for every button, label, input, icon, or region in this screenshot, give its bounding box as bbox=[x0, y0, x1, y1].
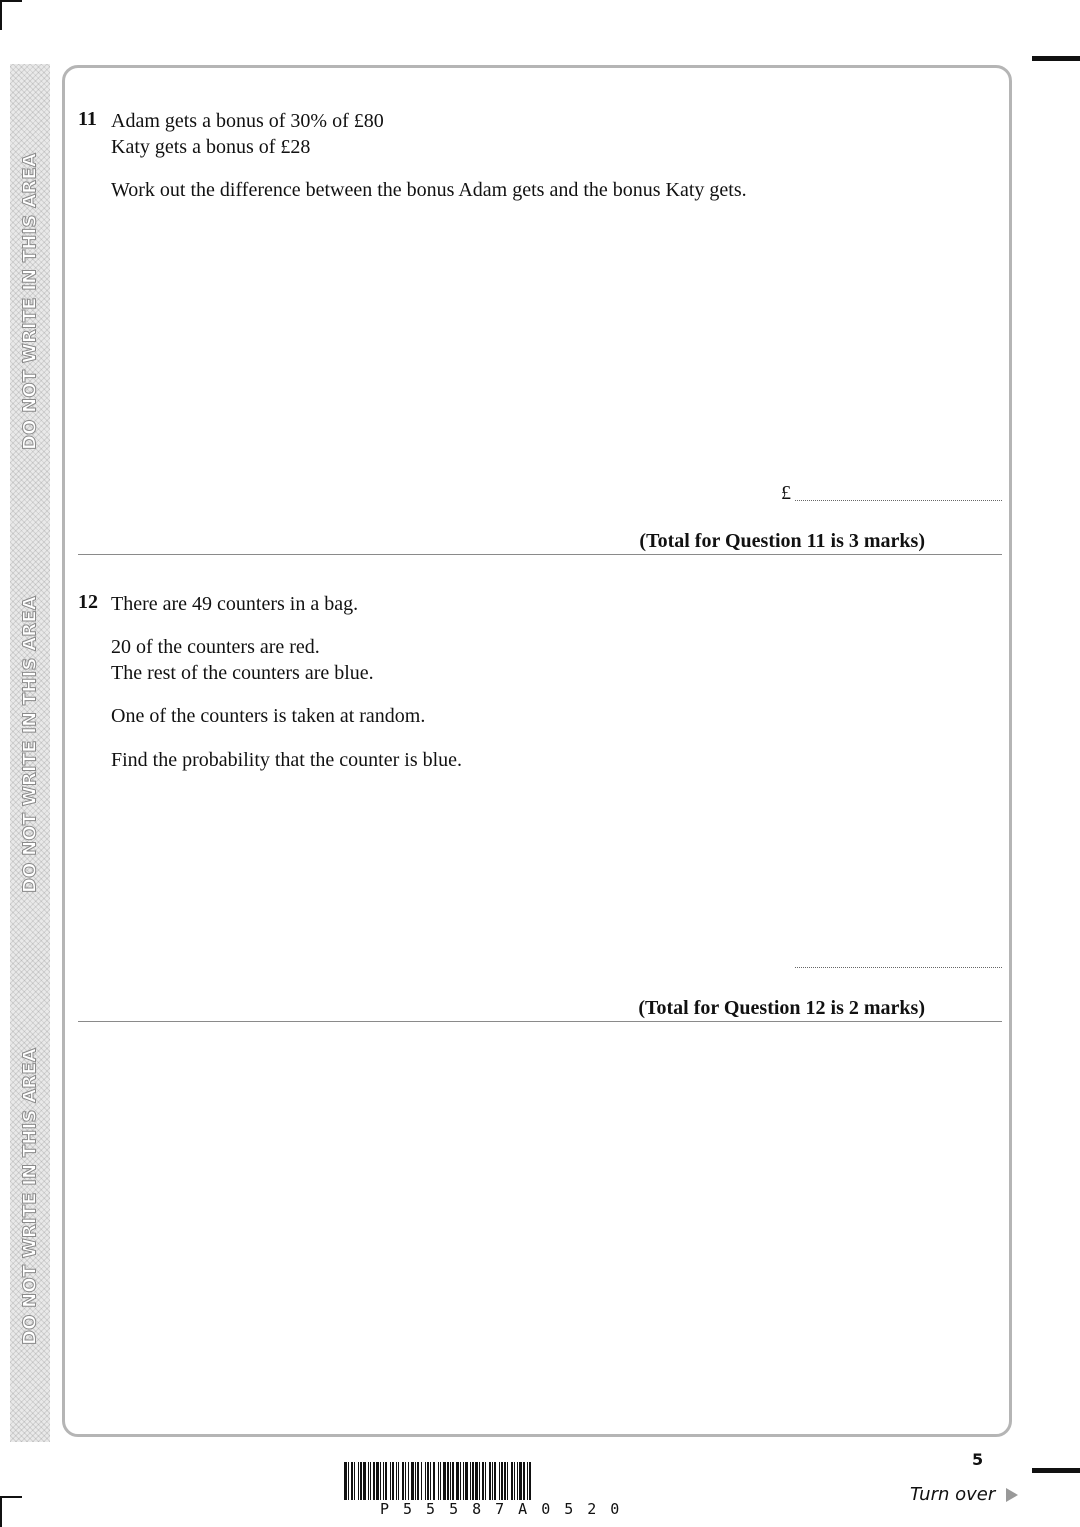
barcode-bar bbox=[504, 1462, 506, 1500]
barcode-bar bbox=[373, 1462, 375, 1500]
barcode-bar bbox=[390, 1462, 391, 1500]
barcode-text: P55587A0520 bbox=[380, 1500, 634, 1518]
question-text: The rest of the counters are blue. bbox=[111, 662, 374, 684]
margin-warning-label: DO NOT WRITE IN THIS AREA bbox=[19, 596, 41, 893]
barcode-bar bbox=[475, 1462, 478, 1500]
barcode-bar bbox=[456, 1462, 459, 1500]
barcode-bar bbox=[499, 1462, 500, 1500]
barcode-bar bbox=[363, 1462, 366, 1500]
margin-warning-label: DO NOT WRITE IN THIS AREA bbox=[19, 153, 41, 450]
barcode-bar bbox=[452, 1462, 454, 1500]
question-instruction: Work out the difference between the bonus Adam gets and the bonus Katy gets. bbox=[111, 179, 747, 201]
answer-line[interactable] bbox=[795, 500, 1002, 501]
answer-currency-symbol: £ bbox=[781, 482, 791, 504]
barcode-bar bbox=[433, 1462, 435, 1500]
barcode-bar bbox=[519, 1462, 522, 1500]
barcode-bar bbox=[385, 1462, 387, 1500]
barcode-bar bbox=[425, 1462, 426, 1500]
answer-line[interactable] bbox=[795, 967, 1002, 968]
barcode-bar bbox=[427, 1462, 429, 1500]
barcode-bar bbox=[485, 1462, 486, 1500]
barcode bbox=[344, 1462, 736, 1500]
barcode-bar bbox=[358, 1462, 359, 1500]
barcode-bar bbox=[417, 1462, 419, 1500]
barcode-bar bbox=[344, 1462, 347, 1500]
question-total-marks: (Total for Question 12 is 2 marks) bbox=[638, 997, 925, 1019]
barcode-bar bbox=[368, 1462, 369, 1500]
barcode-bar bbox=[430, 1462, 431, 1500]
barcode-bar bbox=[438, 1462, 439, 1500]
barcode-bar bbox=[470, 1462, 471, 1500]
page-number: 5 bbox=[972, 1450, 984, 1469]
barcode-bar bbox=[348, 1462, 349, 1500]
turn-over-label: Turn over bbox=[910, 1484, 996, 1505]
barcode-bar bbox=[482, 1462, 484, 1500]
question-text: Adam gets a bonus of 30% of £80 bbox=[111, 110, 384, 132]
barcode-bar bbox=[507, 1462, 508, 1500]
question-instruction: Find the probability that the counter is blue. bbox=[111, 749, 463, 771]
question-text: One of the counters is taken at random. bbox=[111, 705, 426, 727]
barcode-bar bbox=[492, 1462, 493, 1500]
question-divider bbox=[78, 1021, 1002, 1022]
question-text: There are 49 counters in a bag. bbox=[111, 593, 359, 615]
barcode-bar bbox=[447, 1462, 449, 1500]
barcode-bar bbox=[443, 1462, 446, 1500]
barcode-bar bbox=[415, 1462, 416, 1500]
barcode-bar bbox=[380, 1462, 381, 1500]
barcode-bar bbox=[489, 1462, 491, 1500]
barcode-bar bbox=[360, 1462, 362, 1500]
barcode-bar bbox=[396, 1462, 397, 1500]
barcode-bar bbox=[511, 1462, 513, 1500]
barcode-bar bbox=[392, 1462, 394, 1500]
question-text: 20 of the counters are red. bbox=[111, 636, 320, 658]
barcode-bar bbox=[421, 1462, 422, 1500]
barcode-bar bbox=[463, 1462, 464, 1500]
barcode-bar bbox=[354, 1462, 355, 1500]
margin-warning-label: DO NOT WRITE IN THIS AREA bbox=[19, 1048, 41, 1345]
barcode-bar bbox=[523, 1462, 525, 1500]
corner-mark-bottom-left bbox=[0, 1496, 22, 1498]
barcode-bar bbox=[501, 1462, 503, 1500]
barcode-bar bbox=[460, 1462, 461, 1500]
question-divider bbox=[78, 554, 1002, 555]
barcode-bar bbox=[402, 1462, 404, 1500]
question-number: 11 bbox=[78, 108, 97, 130]
barcode-bar bbox=[514, 1462, 515, 1500]
question-total-marks: (Total for Question 11 is 3 marks) bbox=[639, 530, 925, 552]
turn-over-arrow-icon bbox=[1006, 1488, 1018, 1502]
corner-mark-bottom-right bbox=[1032, 1468, 1080, 1473]
barcode-bar bbox=[398, 1462, 399, 1500]
question-number: 12 bbox=[78, 591, 98, 613]
barcode-bar bbox=[529, 1462, 531, 1500]
barcode-bar bbox=[405, 1462, 406, 1500]
corner-mark-bottom-left bbox=[0, 1496, 2, 1527]
barcode-bar bbox=[479, 1462, 480, 1500]
barcode-bar bbox=[383, 1462, 384, 1500]
barcode-bar bbox=[440, 1462, 441, 1500]
barcode-bar bbox=[376, 1462, 379, 1500]
barcode-bar bbox=[517, 1462, 518, 1500]
barcode-bar bbox=[351, 1462, 353, 1500]
barcode-bar bbox=[408, 1462, 409, 1500]
question-text: Katy gets a bonus of £28 bbox=[111, 136, 311, 158]
barcode-bar bbox=[472, 1462, 474, 1500]
barcode-bar bbox=[411, 1462, 414, 1500]
barcode-bar bbox=[370, 1462, 371, 1500]
barcode-bar bbox=[465, 1462, 468, 1500]
corner-mark-top-left bbox=[0, 0, 22, 2]
corner-mark-top-right bbox=[1032, 56, 1080, 61]
corner-mark-top-left bbox=[0, 0, 2, 30]
barcode-bar bbox=[527, 1462, 528, 1500]
barcode-bar bbox=[494, 1462, 496, 1500]
barcode-bar bbox=[450, 1462, 451, 1500]
